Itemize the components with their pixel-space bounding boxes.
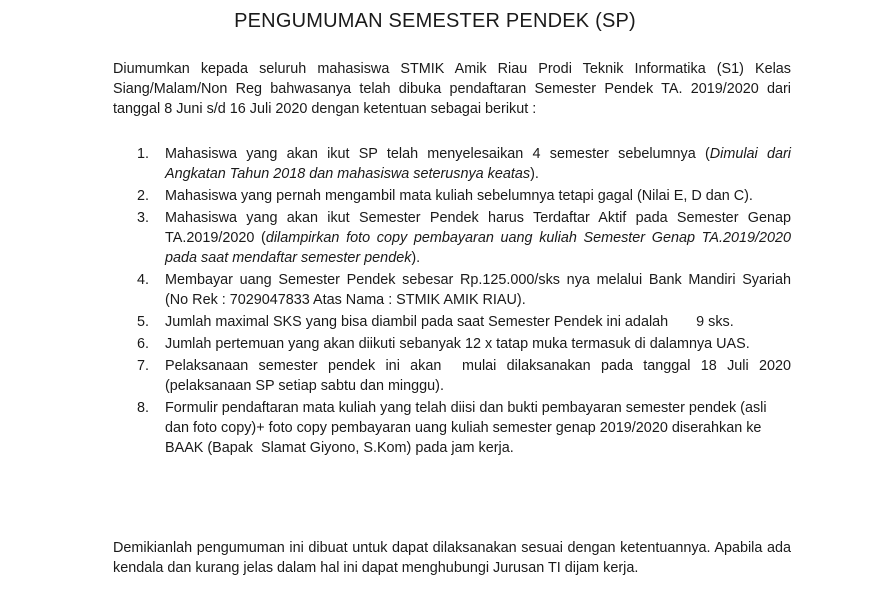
requirements-list (113, 144, 795, 460)
list-item-italic-note: Dimulai dari Angkatan Tahun 2018 dan mahasiswa seterusnya keatas (165, 146, 791, 182)
list-item (113, 144, 791, 184)
list-item-number: 3. (137, 210, 150, 226)
list-item-text-end: ). (530, 166, 539, 182)
list-item-number: 4. (137, 272, 150, 288)
list-item (113, 334, 791, 354)
list-item-text: Jumlah maximal SKS yang bisa diambil pada saat Semester Pendek ini adalah 9 sks. (165, 314, 734, 330)
page-title: PENGUMUMAN SEMESTER PENDEK (SP) (234, 10, 636, 32)
list-item-number: 2. (137, 188, 150, 204)
list-item-text: Pelaksanaan semester pendek ini akan mulai dilaksanakan pada tanggal 18 Juli 2020 (pelaksanaan SP setiap sabtu dan minggu). (165, 358, 795, 394)
list-item-text-end: ). (411, 250, 421, 266)
list-item-text: Membayar uang Semester Pendek sebesar Rp.125.000/sks nya melalui Bank Mandiri Syariah (No Rek : 7029047833 Atas Nama : STMIK AMIK RIAU). (165, 272, 791, 308)
list-item-italic-note: dilampirkan foto copy pembayaran uang kuliah Semester Genap TA.2019/2020 pada saat mendaftar semester pendek (165, 230, 792, 266)
list-item-text: Mahasiswa yang akan ikut Semester Pendek harus Terdaftar Aktif pada Semester Genap TA.2019/2020 ( (165, 210, 791, 246)
list-item (113, 356, 795, 396)
list-item-number: 5. (137, 314, 150, 330)
list-item (113, 270, 791, 310)
list-item-number: 6. (137, 336, 150, 352)
list-item (113, 186, 791, 206)
list-item-text: Mahasiswa yang pernah mengambil mata kuliah sebelumnya tetapi gagal (Nilai E, D dan C). (165, 188, 753, 204)
list-item-number: 1. (137, 146, 150, 162)
list-item (113, 312, 791, 332)
closing-paragraph: Demikianlah pengumuman ini dibuat untuk dapat dilaksanakan sesuai dengan ketentuannya. Apabila ada kendala dan kurang jelas dalam hal ini dapat menghubungi Jurusan TI dijam kerja. (113, 540, 791, 576)
list-item-number: 8. (137, 400, 150, 416)
list-item-text: Jumlah pertemuan yang akan diikuti sebanyak 12 x tatap muka termasuk di dalamnya UAS. (165, 336, 750, 352)
list-item-text: Mahasiswa yang akan ikut SP telah menyelesaikan 4 semester sebelumnya ( (165, 146, 710, 162)
list-item-text: Formulir pendaftaran mata kuliah yang telah diisi dan bukti pembayaran semester pendek (asli dan foto copy)+ foto copy pembayaran uang kuliah semester genap 2019/2020 diserahkan ke BAAK (Bapak Slamat Giyono, S.Kom) pada jam kerja. (165, 400, 771, 456)
list-item-number: 7. (137, 358, 150, 374)
list-item (113, 208, 791, 268)
intro-paragraph: Diumumkan kepada seluruh mahasiswa STMIK Amik Riau Prodi Teknik Informatika (S1) Kelas Siang/Malam/Non Reg bahwasanya telah dibuka pendaftaran Semester Pendek TA. 2019/2020 dari tanggal 8 Juni s/d 16 Juli 2020 dengan ketentuan sebagai berikut : (113, 61, 791, 117)
list-item (113, 398, 791, 458)
